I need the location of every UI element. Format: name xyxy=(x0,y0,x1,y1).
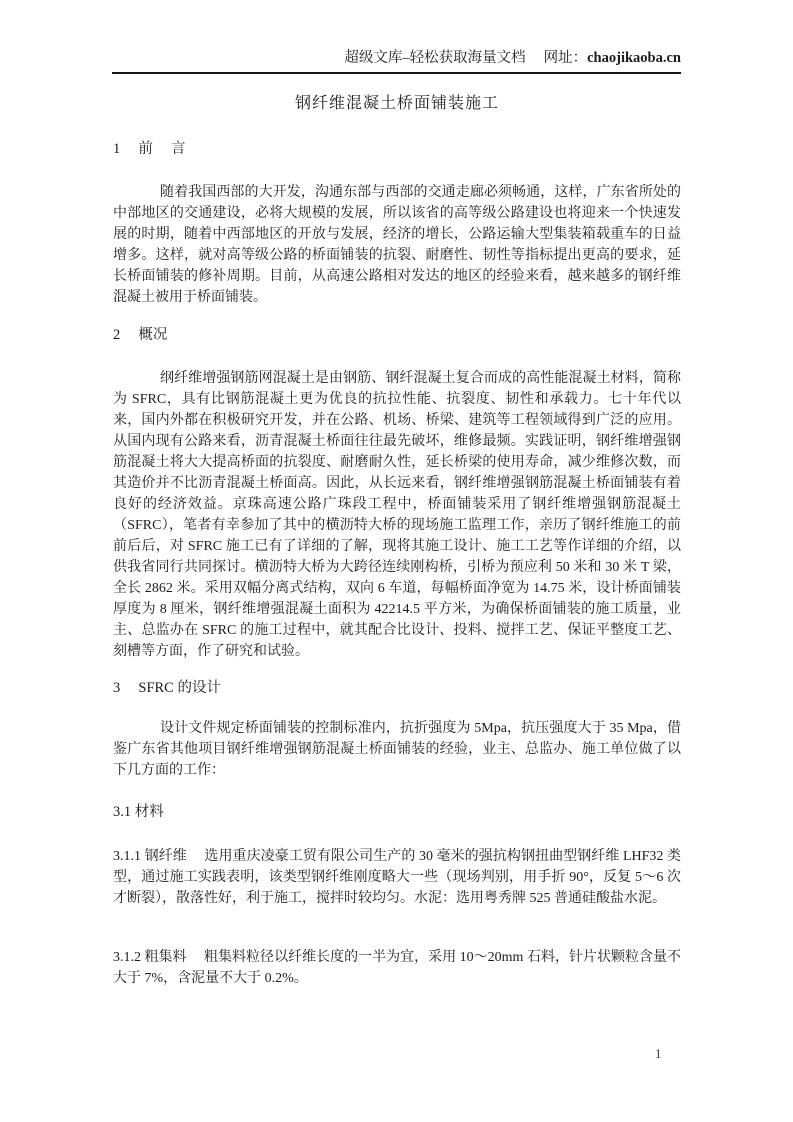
section-3-paragraph: 设计文件规定桥面铺装的控制标准内，抗折强度为 5Mpa，抗压强度大于 35 Mpa，借鉴广东省其他项目钢纤维增强钢筋混凝土桥面铺装的经验，业主、总监办、施工单位做了以下几方面的工作： xyxy=(113,721,681,778)
section-2-paragraph: 纲纤维增强钢筋网混凝土是由钢筋、钢纤混凝土复合而成的高性能混凝土材料，简称为 SFRC，具有比钢筋混凝土更为优良的抗拉性能、抗裂度、韧性和承载力。七十年代以来，国内外都在积极研究开发，并在公路、机场、桥梁、建筑等工程领域得到广泛的应用。从国内现有公路来看，沥青混凝土桥面往往最先破坏，维修最频。实践证明，钢纤维增强钢筋混凝土将大大提高桥面的抗裂度、耐磨耐久性，延长桥梁的使用寿命，减少维修次数，而其造价并不比沥青混凝土桥面高。因此，从长远来看，钢纤维增强钢筋混凝土桥面铺装有着良好的经济效益。京珠高速公路广珠段工程中，桥面铺装采用了钢纤维增强钢筋混凝土（SFRC），笔者有幸参加了其中的横沥特大桥的现场施工监理工作，亲历了钢纤维施工的前前后后，对 SFRC 施工已有了详细的了解，现将其施工设计、施工工艺等作详细的介绍，以供我省同行共同探讨。横沥特大桥为大跨径连续刚构桥，引桥为预应利 50 米和 30 米 T 梁，全长 2862 米。采用双幅分离式结构，双向 6 车道，每幅桥面净宽为 14.75 米，设计桥面铺装厚度为 8 厘米，钢纤维增强混凝土面积为 42214.5 平方米，为确保桥面铺装的施工质量，业主、总监办在 SFRC 的施工过程中，就其配合比设计、投料、搅拌工艺、保证平整度工艺、刻槽等方面，作了研究和试验。 xyxy=(113,371,681,659)
section-3-heading: 3 SFRC 的设计 xyxy=(113,680,221,696)
header-brand: 超级文库–轻松获取海量文档 xyxy=(344,50,526,66)
document-title: 钢纤维混凝土桥面铺装施工 xyxy=(294,95,499,112)
section-2-heading: 2 概况 xyxy=(113,327,168,343)
header-site-label: 网址： xyxy=(543,50,588,66)
section-1-heading: 1 前 言 xyxy=(113,141,186,157)
page-header xyxy=(112,49,681,74)
page-number: 1 xyxy=(655,1046,662,1061)
section-3-1-2-paragraph: 3.1.2 粗集料 粗集料粒径以纤维长度的一半为宜，采用 10～20mm 石料，针片状颗粒含量不大于 7%，含泥量不大于 0.2%。 xyxy=(113,950,681,986)
section-3-1-1-paragraph: 3.1.1 钢纤维 选用重庆凌豪工贸有限公司生产的 30 毫米的强抗构钢扭曲型钢纤维 LHF32 类型，通过施工实践表明，该类型钢纤维刚度略大一些（现场判别，用手折 90°，反复 5～6 次才断裂），散落性好，利于施工，搅拌时较均匀。水泥：选用粤秀牌 525 普通硅酸盐水泥。 xyxy=(113,849,681,906)
header-site-url: chaojikaoba.cn xyxy=(587,50,681,66)
section-3-1-heading: 3.1 材料 xyxy=(113,804,164,820)
section-1-paragraph: 随着我国西部的大开发，沟通东部与西部的交通走廊必须畅通，这样，广东省所处的中部地区的交通建设，必将大规模的发展，所以该省的高等级公路建设也将迎来一个快速发展的时期，随着中西部地区的开放与发展，经济的增长，公路运输大型集装箱载重车的日益增多。这样，就对高等级公路的桥面铺装的抗裂、耐磨性、韧性等指标提出更高的要求，延长桥面铺装的修补周期。目前，从高速公路相对发达的地区的经验来看，越来越多的钢纤维混凝土被用于桥面铺装。 xyxy=(113,185,681,305)
